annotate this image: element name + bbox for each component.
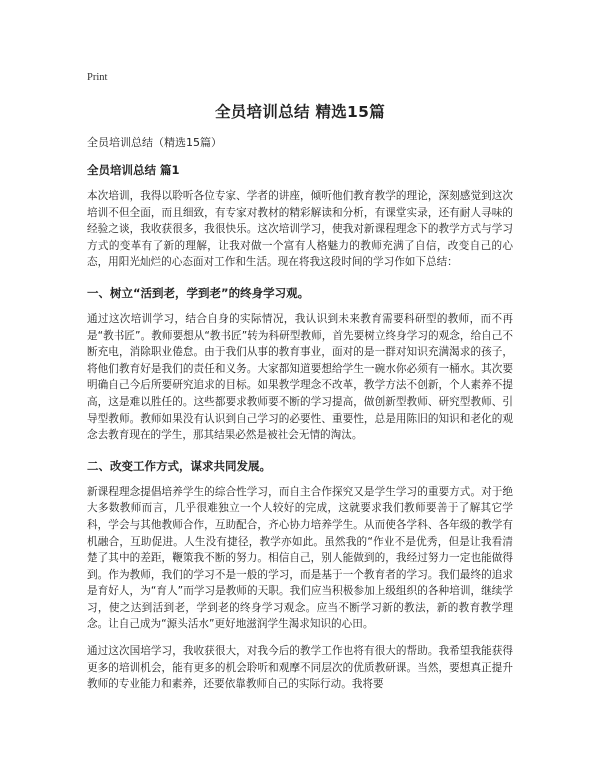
document-title: 全员培训总结 精选15篇	[214, 103, 386, 121]
document-subtitle: 全员培训总结（精选15篇）	[87, 136, 222, 149]
paragraph-conclusion: 通过这次国培学习，我收获很大，对我今后的教学工作也将有很大的帮助。我希望我能获得更多的培训机会，能有更多的机会聆听和观摩不同层次的优质教研课。当然，要想真正提升教师的专业能力和素养，还要依靠教师自己的实际行动。我将要	[87, 645, 513, 691]
paragraph-intro: 本次培训，我得以聆听各位专家、学者的讲座，倾听他们教育教学的理论，深刻感觉到这次培训不但全面，而且细致，有专家对教材的精彩解读和分析，有课堂实录，还有耐人寻味的经验之谈，我收获很多，我很快乐。这次培训学习，使我对新课程理念下的教学方式与学习方式的变革有了新的理解，让我对做一个富有人格魅力的教师充满了自信，改变自己的心态，用阳光灿烂的心态面对工作和生活。现在将我这段时间的学习作如下总结：	[87, 190, 513, 269]
heading-work-style: 二、改变工作方式，谋求共同发展。	[87, 458, 271, 473]
print-link[interactable]: Print	[87, 72, 108, 83]
paragraph-work-style: 新课程理念提倡培养学生的综合性学习，而自主合作探究又是学生学习的重要方式。对于绝大多数教师而言，几乎很难独立一个人较好的完成，这就要求我们教师要善于了解其它学科，学会与其他教师合作，互助配合，齐心协力培养学生。从而使各学科、各年级的教学有机融合，互助促进。人生没有捷径，教学亦如此。虽然我的“作业不是优秀，但是让我看清楚了其中的差距，鞭策我不断的努力。相信自己，别人能做到的，我经过努力一定也能做得到。作为教师，我们的学习不是一般的学习，而是基于一个教育者的学习。我们最终的追求是育好人，为“育人”而学习是教师的天职。我们应当积极参加上级组织的各种培训，继续学习，使之达到活到老，学到老的终身学习观念。应当不断学习新的教法，新的教育教学理念。让自己成为“源头活水”更好地滋润学生渴求知识的心田。	[87, 485, 513, 631]
paragraph-lifelong-learning: 通过这次培训学习，结合自身的实际情况，我认识到未来教育需要科研型的教师，而不再是“教书匠”。教师要想从“教书匠”转为科研型教师，首先要树立终身学习的观念，给自己不断充电，消除职业倦怠。由于我们从事的教育事业，面对的是一群对知识充满渴求的孩子，将他们教育好是我们的责任和义务。大家都知道要想给学生一碗水你必须有一桶水。其次要明确自己今后所要研究追求的目标。如果教学理念不改革，教学方法不创新，个人素养不提高，这是难以胜任的。这些都要求教师要不断的学习提高，做创新型教师、研究型教师、引导型教师。教师如果没有认识到自己学习的必要性、重要性，总是用陈旧的知识和老化的观念去教育现在的学生，那其结果必然是被社会无情的淘汰。	[87, 312, 513, 442]
section-title: 全员培训总结 篇1	[87, 163, 180, 177]
heading-lifelong-learning: 一、树立“活到老，学到老”的终身学习观。	[87, 285, 310, 300]
